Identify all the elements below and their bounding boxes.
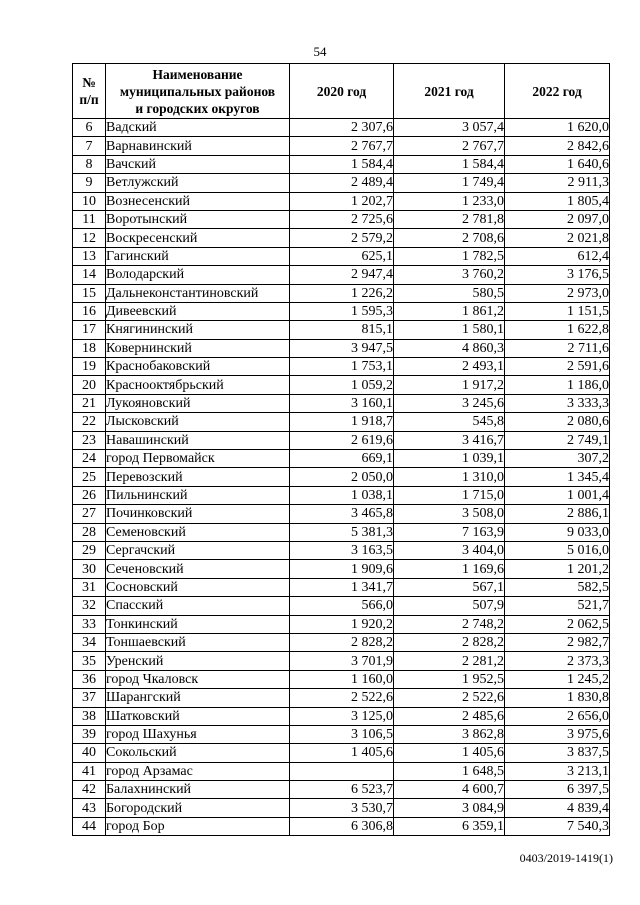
- value-2020-cell: 815,1: [290, 321, 394, 339]
- value-2021-cell: 1 584,4: [394, 155, 505, 173]
- value-2021-cell: 507,9: [394, 597, 505, 615]
- row-number-cell: 34: [73, 633, 106, 651]
- row-number-cell: 36: [73, 670, 106, 688]
- row-number-cell: 30: [73, 560, 106, 578]
- table-row: [73, 468, 610, 486]
- municipality-name-cell: Тонкинский: [106, 615, 290, 633]
- municipality-name-cell: город Бор: [106, 817, 290, 835]
- value-2020-cell: 566,0: [290, 597, 394, 615]
- row-number-cell: 19: [73, 358, 106, 376]
- table-row: [73, 762, 610, 780]
- value-2022-cell: 1 186,0: [505, 376, 610, 394]
- municipality-name-cell: Вознесенский: [106, 192, 290, 210]
- municipality-name-cell: Воротынский: [106, 210, 290, 228]
- value-2021-cell: 3 508,0: [394, 505, 505, 523]
- value-2020-cell: 1 059,2: [290, 376, 394, 394]
- value-2020-cell: 3 530,7: [290, 799, 394, 817]
- row-number-cell: 20: [73, 376, 106, 394]
- value-2021-cell: 545,8: [394, 413, 505, 431]
- value-2022-cell: 1 620,0: [505, 119, 610, 137]
- municipality-name-cell: Пильнинский: [106, 486, 290, 504]
- row-number-cell: 10: [73, 192, 106, 210]
- municipality-name-cell: город Арзамас: [106, 762, 290, 780]
- value-2022-cell: 1 001,4: [505, 486, 610, 504]
- value-2020-cell: 1 753,1: [290, 358, 394, 376]
- municipality-name-cell: Володарский: [106, 266, 290, 284]
- value-2022-cell: 4 839,4: [505, 799, 610, 817]
- value-2020-cell: 2 619,6: [290, 431, 394, 449]
- document-code: 0403/2019-1419(1): [519, 851, 613, 865]
- value-2022-cell: 3 176,5: [505, 266, 610, 284]
- municipality-name-cell: Шарангский: [106, 689, 290, 707]
- header-row-number: [73, 64, 106, 119]
- value-2020-cell: 3 106,5: [290, 725, 394, 743]
- row-number-cell: 21: [73, 394, 106, 412]
- table-row: [73, 284, 610, 302]
- value-2021-cell: 3 057,4: [394, 119, 505, 137]
- value-2022-cell: 612,4: [505, 247, 610, 265]
- municipality-name-cell: Воскресенский: [106, 229, 290, 247]
- value-2020-cell: 2 579,2: [290, 229, 394, 247]
- value-2020-cell: 2 767,7: [290, 137, 394, 155]
- value-2020-cell: 3 701,9: [290, 652, 394, 670]
- value-2020-cell: 3 163,5: [290, 541, 394, 559]
- table-row: [73, 174, 610, 192]
- municipality-name-cell: Сергачский: [106, 541, 290, 559]
- value-2021-cell: 1 861,2: [394, 302, 505, 320]
- table-row: [73, 486, 610, 504]
- budget-table: [72, 63, 610, 836]
- row-number-cell: 32: [73, 597, 106, 615]
- value-2022-cell: 2 886,1: [505, 505, 610, 523]
- value-2020-cell: 1 160,0: [290, 670, 394, 688]
- row-number-cell: 16: [73, 302, 106, 320]
- row-number-cell: 41: [73, 762, 106, 780]
- table-row: [73, 358, 610, 376]
- value-2022-cell: 3 213,1: [505, 762, 610, 780]
- table-header-row: [73, 64, 610, 119]
- value-2021-cell: 2 781,8: [394, 210, 505, 228]
- row-number-cell: 25: [73, 468, 106, 486]
- table-row: [73, 578, 610, 596]
- row-number-cell: 11: [73, 210, 106, 228]
- value-2020-cell: 2 489,4: [290, 174, 394, 192]
- value-2022-cell: 2 062,5: [505, 615, 610, 633]
- value-2022-cell: 1 151,5: [505, 302, 610, 320]
- table-row: [73, 137, 610, 155]
- row-number-cell: 38: [73, 707, 106, 725]
- municipality-name-cell: Перевозский: [106, 468, 290, 486]
- row-number-cell: 29: [73, 541, 106, 559]
- value-2021-cell: 4 860,3: [394, 339, 505, 357]
- value-2022-cell: 1 345,4: [505, 468, 610, 486]
- value-2020-cell: 1 405,6: [290, 744, 394, 762]
- municipality-name-cell: Вачский: [106, 155, 290, 173]
- value-2020-cell: 6 523,7: [290, 781, 394, 799]
- value-2021-cell: 6 359,1: [394, 817, 505, 835]
- value-2022-cell: 2 973,0: [505, 284, 610, 302]
- value-2021-cell: 2 493,1: [394, 358, 505, 376]
- table-row: [73, 450, 610, 468]
- table-row: [73, 799, 610, 817]
- table-row: [73, 155, 610, 173]
- value-2021-cell: 1 233,0: [394, 192, 505, 210]
- row-number-cell: 40: [73, 744, 106, 762]
- value-2020-cell: 2 307,6: [290, 119, 394, 137]
- value-2021-cell: 1 749,4: [394, 174, 505, 192]
- table-row: [73, 744, 610, 762]
- municipality-name-cell: Тоншаевский: [106, 633, 290, 651]
- value-2021-cell: 1 782,5: [394, 247, 505, 265]
- value-2021-cell: 2 708,6: [394, 229, 505, 247]
- value-2020-cell: 2 725,6: [290, 210, 394, 228]
- value-2020-cell: 1 038,1: [290, 486, 394, 504]
- row-number-cell: 28: [73, 523, 106, 541]
- table-row: [73, 615, 610, 633]
- value-2022-cell: 521,7: [505, 597, 610, 615]
- value-2022-cell: 3 333,3: [505, 394, 610, 412]
- table-row: [73, 394, 610, 412]
- municipality-name-cell: город Шахунья: [106, 725, 290, 743]
- value-2022-cell: 1 245,2: [505, 670, 610, 688]
- table-row: [73, 560, 610, 578]
- row-number-cell: 42: [73, 781, 106, 799]
- municipality-name-cell: Починковский: [106, 505, 290, 523]
- table-row: [73, 339, 610, 357]
- municipality-name-cell: Ветлужский: [106, 174, 290, 192]
- municipality-name-cell: Краснобаковский: [106, 358, 290, 376]
- row-number-cell: 37: [73, 689, 106, 707]
- municipality-name-cell: город Чкаловск: [106, 670, 290, 688]
- value-2022-cell: 582,5: [505, 578, 610, 596]
- value-2020-cell: 6 306,8: [290, 817, 394, 835]
- table-row: [73, 229, 610, 247]
- table-row: [73, 670, 610, 688]
- value-2020-cell: 2 947,4: [290, 266, 394, 284]
- value-2020-cell: 1 595,3: [290, 302, 394, 320]
- value-2021-cell: 1 715,0: [394, 486, 505, 504]
- table-row: [73, 597, 610, 615]
- value-2022-cell: 9 033,0: [505, 523, 610, 541]
- value-2020-cell: 1 341,7: [290, 578, 394, 596]
- value-2021-cell: 2 767,7: [394, 137, 505, 155]
- value-2022-cell: 2 749,1: [505, 431, 610, 449]
- value-2022-cell: 7 540,3: [505, 817, 610, 835]
- row-number-cell: 31: [73, 578, 106, 596]
- value-2020-cell: 1 920,2: [290, 615, 394, 633]
- row-number-cell: 14: [73, 266, 106, 284]
- table-row: [73, 266, 610, 284]
- table-row: [73, 376, 610, 394]
- value-2020-cell: [290, 762, 394, 780]
- table-row: [73, 781, 610, 799]
- value-2022-cell: 2 080,6: [505, 413, 610, 431]
- value-2020-cell: 1 202,7: [290, 192, 394, 210]
- value-2022-cell: 1 622,8: [505, 321, 610, 339]
- value-2021-cell: 567,1: [394, 578, 505, 596]
- row-number-cell: 7: [73, 137, 106, 155]
- value-2021-cell: 1 648,5: [394, 762, 505, 780]
- table-row: [73, 505, 610, 523]
- value-2021-cell: 1 952,5: [394, 670, 505, 688]
- header-row-number-label: № п/п: [79, 75, 99, 107]
- row-number-cell: 12: [73, 229, 106, 247]
- municipality-name-cell: Ковернинский: [106, 339, 290, 357]
- value-2022-cell: 2 591,6: [505, 358, 610, 376]
- value-2020-cell: 3 465,8: [290, 505, 394, 523]
- value-2022-cell: 2 711,6: [505, 339, 610, 357]
- value-2020-cell: 625,1: [290, 247, 394, 265]
- row-number-cell: 35: [73, 652, 106, 670]
- table-row: [73, 523, 610, 541]
- value-2022-cell: 3 837,5: [505, 744, 610, 762]
- municipality-name-cell: Уренский: [106, 652, 290, 670]
- value-2021-cell: 3 404,0: [394, 541, 505, 559]
- value-2021-cell: 3 084,9: [394, 799, 505, 817]
- municipality-name-cell: Лукояновский: [106, 394, 290, 412]
- value-2020-cell: 3 947,5: [290, 339, 394, 357]
- row-number-cell: 22: [73, 413, 106, 431]
- municipality-name-cell: город Первомайск: [106, 450, 290, 468]
- value-2020-cell: 3 125,0: [290, 707, 394, 725]
- row-number-cell: 23: [73, 431, 106, 449]
- value-2021-cell: 7 163,9: [394, 523, 505, 541]
- header-year-2020: 2020 год: [290, 64, 394, 119]
- value-2020-cell: 1 226,2: [290, 284, 394, 302]
- value-2021-cell: 1 310,0: [394, 468, 505, 486]
- row-number-cell: 24: [73, 450, 106, 468]
- municipality-name-cell: Гагинский: [106, 247, 290, 265]
- value-2022-cell: 2 656,0: [505, 707, 610, 725]
- value-2021-cell: 580,5: [394, 284, 505, 302]
- value-2021-cell: 1 917,2: [394, 376, 505, 394]
- table-row: [73, 725, 610, 743]
- table-row: [73, 210, 610, 228]
- table-row: [73, 633, 610, 651]
- value-2022-cell: 1 805,4: [505, 192, 610, 210]
- table-row: [73, 192, 610, 210]
- value-2020-cell: 1 584,4: [290, 155, 394, 173]
- value-2021-cell: 2 281,2: [394, 652, 505, 670]
- row-number-cell: 18: [73, 339, 106, 357]
- table-row: [73, 413, 610, 431]
- table-row: [73, 302, 610, 320]
- municipality-name-cell: Сокольский: [106, 744, 290, 762]
- row-number-cell: 26: [73, 486, 106, 504]
- row-number-cell: 39: [73, 725, 106, 743]
- municipality-name-cell: Княгининский: [106, 321, 290, 339]
- row-number-cell: 27: [73, 505, 106, 523]
- value-2020-cell: 3 160,1: [290, 394, 394, 412]
- value-2021-cell: 3 416,7: [394, 431, 505, 449]
- row-number-cell: 13: [73, 247, 106, 265]
- value-2020-cell: 2 828,2: [290, 633, 394, 651]
- value-2020-cell: 2 522,6: [290, 689, 394, 707]
- municipality-name-cell: Навашинский: [106, 431, 290, 449]
- municipality-name-cell: Дальнеконстантиновский: [106, 284, 290, 302]
- value-2022-cell: 1 201,2: [505, 560, 610, 578]
- value-2021-cell: 1 580,1: [394, 321, 505, 339]
- row-number-cell: 17: [73, 321, 106, 339]
- value-2020-cell: 1 909,6: [290, 560, 394, 578]
- value-2022-cell: 2 911,3: [505, 174, 610, 192]
- table-body: [73, 119, 610, 836]
- value-2021-cell: 3 245,6: [394, 394, 505, 412]
- value-2021-cell: 1 169,6: [394, 560, 505, 578]
- municipality-name-cell: Семеновский: [106, 523, 290, 541]
- row-number-cell: 9: [73, 174, 106, 192]
- row-number-cell: 43: [73, 799, 106, 817]
- table-row: [73, 119, 610, 137]
- value-2021-cell: 2 485,6: [394, 707, 505, 725]
- value-2022-cell: 5 016,0: [505, 541, 610, 559]
- value-2020-cell: 2 050,0: [290, 468, 394, 486]
- table-row: [73, 321, 610, 339]
- table-row: [73, 652, 610, 670]
- row-number-cell: 15: [73, 284, 106, 302]
- header-municipality-name: [106, 64, 290, 119]
- row-number-cell: 8: [73, 155, 106, 173]
- municipality-name-cell: Богородский: [106, 799, 290, 817]
- municipality-name-cell: Спасский: [106, 597, 290, 615]
- municipality-name-cell: Варнавинский: [106, 137, 290, 155]
- value-2020-cell: 5 381,3: [290, 523, 394, 541]
- value-2021-cell: 3 862,8: [394, 725, 505, 743]
- municipality-name-cell: Сеченовский: [106, 560, 290, 578]
- table-row: [73, 541, 610, 559]
- table-row: [73, 689, 610, 707]
- value-2022-cell: 1 830,8: [505, 689, 610, 707]
- table-row: [73, 817, 610, 835]
- value-2022-cell: 6 397,5: [505, 781, 610, 799]
- municipality-name-cell: Краснооктябрьский: [106, 376, 290, 394]
- value-2020-cell: 1 918,7: [290, 413, 394, 431]
- value-2022-cell: 1 640,6: [505, 155, 610, 173]
- row-number-cell: 6: [73, 119, 106, 137]
- header-year-2022: 2022 год: [505, 64, 610, 119]
- table-row: [73, 707, 610, 725]
- row-number-cell: 44: [73, 817, 106, 835]
- value-2022-cell: 2 373,3: [505, 652, 610, 670]
- row-number-cell: 33: [73, 615, 106, 633]
- value-2022-cell: 2 982,7: [505, 633, 610, 651]
- value-2021-cell: 2 828,2: [394, 633, 505, 651]
- municipality-name-cell: Вадский: [106, 119, 290, 137]
- value-2021-cell: 3 760,2: [394, 266, 505, 284]
- municipality-name-cell: Дивеевский: [106, 302, 290, 320]
- value-2020-cell: 669,1: [290, 450, 394, 468]
- value-2021-cell: 1 039,1: [394, 450, 505, 468]
- value-2021-cell: 2 522,6: [394, 689, 505, 707]
- value-2022-cell: 3 975,6: [505, 725, 610, 743]
- table-row: [73, 247, 610, 265]
- municipality-name-cell: Балахнинский: [106, 781, 290, 799]
- value-2022-cell: 307,2: [505, 450, 610, 468]
- value-2022-cell: 2 097,0: [505, 210, 610, 228]
- value-2022-cell: 2 021,8: [505, 229, 610, 247]
- municipality-name-cell: Сосновский: [106, 578, 290, 596]
- header-municipality-name-label: Наименование муниципальных районов и городских округов: [119, 66, 276, 116]
- value-2021-cell: 2 748,2: [394, 615, 505, 633]
- value-2022-cell: 2 842,6: [505, 137, 610, 155]
- page-number: 54: [313, 44, 327, 59]
- table-row: [73, 431, 610, 449]
- value-2021-cell: 4 600,7: [394, 781, 505, 799]
- value-2021-cell: 1 405,6: [394, 744, 505, 762]
- header-year-2021: 2021 год: [394, 64, 505, 119]
- municipality-name-cell: Лысковский: [106, 413, 290, 431]
- municipality-name-cell: Шатковский: [106, 707, 290, 725]
